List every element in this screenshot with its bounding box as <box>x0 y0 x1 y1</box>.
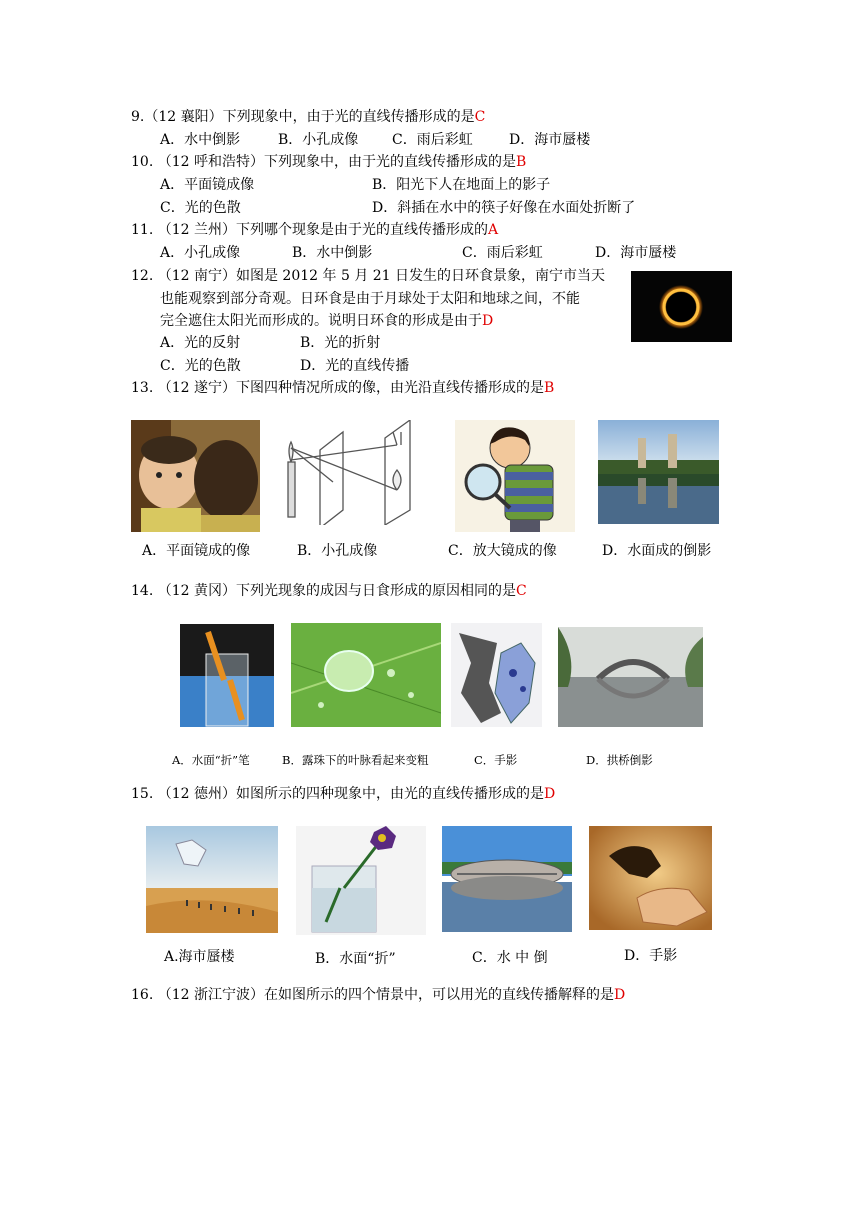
q13-stem: 13. （12 遂宁）下图四种情况所成的像，由光沿直线传播形成的是B <box>131 380 555 396</box>
q9-option-a: A．水中倒影 <box>160 132 241 148</box>
dew-drop-leaf-photo <box>291 623 441 727</box>
q11-option-b: B．水中倒影 <box>292 245 373 261</box>
q14-caption-c: C．手影 <box>474 753 518 767</box>
q15-caption-a: A.海市蜃楼 <box>164 949 235 965</box>
q10-option-b: B．阳光下人在地面上的影子 <box>372 177 551 193</box>
q15-caption-d: D．手影 <box>624 948 678 964</box>
bent-pencil-photo <box>180 624 274 727</box>
q15-stem: 15. （12 德州）如图所示的四种现象中，由光的直线传播形成的是D <box>131 786 556 802</box>
q12-option-a: A．光的反射 <box>160 335 241 351</box>
q13-caption-a: A．平面镜成的像 <box>142 543 251 559</box>
q10-answer: B <box>515 154 527 170</box>
q12-option-c: C．光的色散 <box>160 358 241 374</box>
pinhole-diagram <box>285 420 415 525</box>
q14-caption-d: D．拱桥倒影 <box>586 753 653 767</box>
q13-caption-c: C．放大镜成的像 <box>448 543 557 559</box>
q11-answer: A <box>487 222 499 238</box>
mirror-image-photo <box>131 420 260 532</box>
q11-option-c: C．雨后彩虹 <box>462 245 543 261</box>
q12-line2: 也能观察到部分奇观。日环食是由于月球处于太阳和地球之间，不能 <box>160 291 580 307</box>
q12-line3: 完全遮住太阳光而形成的。说明日环食的形成是由于D <box>160 313 494 329</box>
mirage-desert-photo <box>146 826 278 933</box>
q14-answer: C <box>515 583 527 599</box>
q9-option-b: B．小孔成像 <box>278 132 359 148</box>
q12-option-d: D．光的直线传播 <box>300 358 410 374</box>
hand-shadow-photo <box>451 623 542 727</box>
q14-caption-a: A．水面“折”笔 <box>172 753 250 767</box>
q9-option-d: D．海市蜃楼 <box>509 132 591 148</box>
birds-nest-reflection-photo <box>442 826 572 932</box>
q11-option-d: D．海市蜃楼 <box>595 245 677 261</box>
q16-answer: D <box>613 987 626 1003</box>
q10-option-d: D．斜插在水中的筷子好像在水面处折断了 <box>372 200 636 216</box>
q13-caption-b: B．小孔成像 <box>297 543 378 559</box>
q14-stem: 14. （12 黄冈）下列光现象的成因与日食形成的原因相同的是C <box>131 583 527 599</box>
arch-bridge-reflection-photo <box>558 627 703 727</box>
q10-stem: 10. （12 呼和浩特）下列现象中，由于光的直线传播形成的是B <box>131 154 527 170</box>
q11-option-a: A．小孔成像 <box>160 245 241 261</box>
q9-stem: 9.（12 襄阳）下列现象中，由于光的直线传播形成的是C <box>131 109 486 125</box>
q13-caption-d: D．水面成的倒影 <box>602 543 712 559</box>
q15-caption-c: C．水 中 倒 <box>472 950 548 966</box>
q16-stem: 16. （12 浙江宁波）在如图所示的四个情景中，可以用光的直线传播解释的是D <box>131 987 626 1003</box>
q12-answer: D <box>482 313 494 329</box>
annular-eclipse-photo <box>631 271 732 342</box>
q9-answer: C <box>474 109 486 125</box>
q12-option-b: B．光的折射 <box>300 335 381 351</box>
q14-caption-b: B．露珠下的叶脉看起来变粗 <box>282 753 429 767</box>
q15-caption-b: B．水面“折” <box>315 951 396 967</box>
q10-option-c: C．光的色散 <box>160 200 241 216</box>
magnifier-cartoon <box>455 420 575 532</box>
q11-stem: 11. （12 兰州）下列哪个现象是由于光的直线传播形成的A <box>131 222 499 238</box>
hand-shadow-wall-photo <box>589 826 712 930</box>
q13-answer: B <box>543 380 555 396</box>
q15-answer: D <box>543 786 556 802</box>
q10-option-a: A．平面镜成像 <box>160 177 255 193</box>
q9-option-c: C．雨后彩虹 <box>392 132 473 148</box>
q12-line1: 12. （12 南宁）如图是 2012 年 5 月 21 日发生的日环食景象，南宁市当天 <box>131 268 606 284</box>
water-reflection-photo <box>598 420 719 524</box>
flower-in-water-photo <box>296 826 426 935</box>
